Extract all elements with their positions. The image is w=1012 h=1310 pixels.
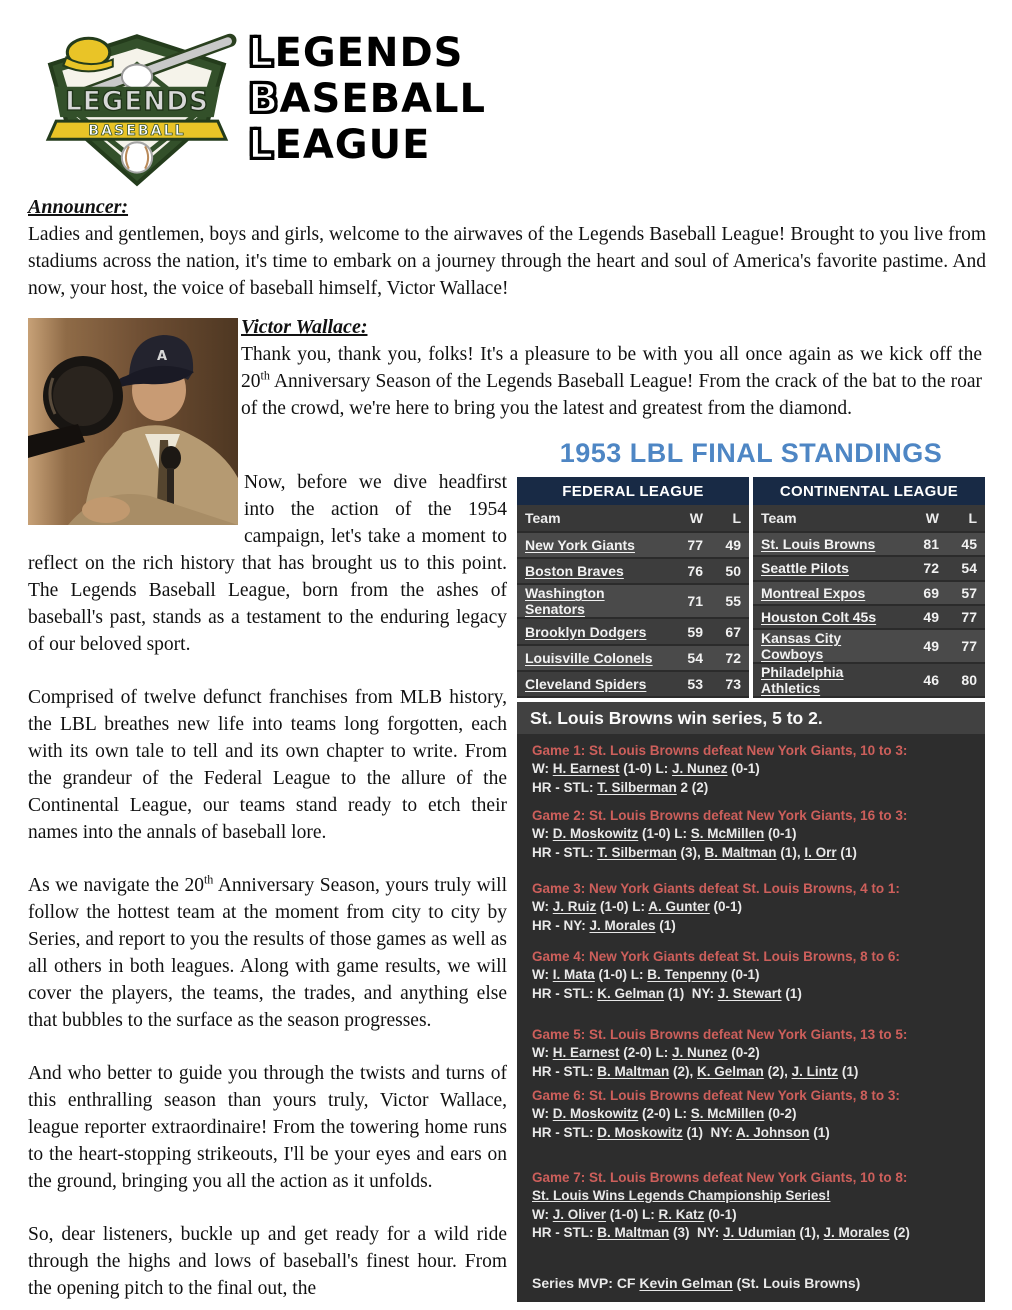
- team-link[interactable]: Brooklyn Dodgers: [525, 623, 647, 640]
- losses-value: 77: [961, 608, 977, 625]
- wins-value: 77: [687, 537, 703, 554]
- wins-value: 71: [687, 593, 703, 610]
- article-paragraph-1: [28, 469, 507, 658]
- glove-icon: [122, 65, 152, 89]
- team-column-header: Team: [525, 510, 561, 526]
- losses-value: 50: [725, 563, 741, 580]
- losses-value: 57: [961, 584, 977, 601]
- paragraph-text: Thank you, thank you, folks! It's a pleasure to be with you all once again as we kick off the 20: [241, 344, 982, 392]
- team-link[interactable]: Philadelphia Athletics: [761, 664, 844, 696]
- losses-column-header: L: [968, 510, 977, 526]
- wins-value: 59: [687, 623, 703, 640]
- player-link[interactable]: A. Johnson: [736, 1124, 810, 1140]
- game-result-heading: Game 2: St. Louis Browns defeat New York Giants, 16 to 3:: [532, 808, 908, 823]
- player-link[interactable]: J. Udumian: [723, 1225, 796, 1240]
- game-detail-line: HR - STL: B. Maltman (3) NY: J. Udumian (1), J. Morales (2): [532, 1225, 910, 1240]
- series-result-header: St. Louis Browns win series, 5 to 2.: [517, 702, 985, 734]
- standings-row: [517, 585, 749, 619]
- series-game: [517, 947, 985, 1003]
- wins-value: 72: [923, 560, 939, 577]
- desk-mic-capsule: [161, 446, 181, 470]
- player-link[interactable]: J. Oliver: [552, 1206, 607, 1222]
- article-paragraph-2: Comprised of twelve defunct franchises from MLB history, the LBL breathes new life into teams long forgotten, each with its own tale to tell and its own chapter to write. From the grandeur of the Federal League to the allure of the Continental League, our teams stand ready to etch their names into the annals of baseball lore.: [28, 687, 507, 843]
- masthead-word: EAGUE: [274, 122, 431, 168]
- standings-row: [517, 619, 749, 645]
- team-link[interactable]: Washington Senators: [525, 585, 605, 618]
- logo-bottom-text: BASEBALL: [88, 123, 186, 140]
- team-link[interactable]: Cleveland Spiders: [525, 675, 647, 692]
- player-link[interactable]: J. Nunez: [672, 1045, 728, 1060]
- team-link[interactable]: Montreal Expos: [761, 584, 866, 601]
- league-logo-graphic: [36, 24, 238, 196]
- game-detail-line: HR - NY: J. Morales (1): [532, 917, 676, 933]
- losses-value: 54: [961, 560, 977, 577]
- series-game: [517, 1086, 985, 1142]
- losses-column-header: L: [732, 510, 741, 526]
- player-link[interactable]: T. Silberman: [597, 844, 677, 860]
- league-logo: [36, 24, 238, 196]
- announcer-heading: Announcer:: [28, 196, 129, 218]
- player-link[interactable]: S. McMillen: [690, 826, 765, 841]
- wins-value: 69: [923, 584, 939, 601]
- losses-value: 73: [725, 675, 741, 692]
- article-left-column: [28, 469, 507, 1310]
- player-link[interactable]: K. Gelman: [697, 1063, 764, 1079]
- wins-value: 46: [923, 672, 939, 688]
- losses-value: 77: [961, 638, 977, 654]
- wins-value: 81: [923, 536, 939, 553]
- standings-column-headers: [753, 505, 985, 533]
- continental-league-header: CONTINENTAL LEAGUE: [753, 477, 985, 505]
- team-link[interactable]: St. Louis Browns: [761, 536, 876, 553]
- losses-value: 55: [725, 593, 741, 610]
- player-link[interactable]: A. Gunter: [648, 899, 710, 914]
- standings-row: [753, 533, 985, 557]
- game-detail-line: W: I. Mata (1-0) L: B. Tenpenny (0-1): [532, 967, 760, 982]
- standings-row: [753, 557, 985, 581]
- masthead-line-1: [248, 30, 486, 76]
- masthead-title: [248, 30, 486, 168]
- ordinal-superscript: th: [260, 368, 270, 383]
- player-link[interactable]: J. Morales: [823, 1225, 890, 1240]
- standings-title: 1953 LBL FINAL STANDINGS: [559, 438, 943, 468]
- standings-row: [753, 664, 985, 698]
- team-link[interactable]: Louisville Colonels: [525, 649, 653, 666]
- wins-column-header: W: [689, 510, 703, 526]
- game-detail-line: W: D. Moskowitz (1-0) L: S. McMillen (0-1): [532, 826, 797, 841]
- federal-league-table: [517, 477, 749, 698]
- team-link[interactable]: Kansas City Cowboys: [761, 630, 842, 662]
- player-link[interactable]: D. Moskowitz: [597, 1124, 683, 1140]
- masthead-initial: L: [248, 122, 275, 168]
- player-link[interactable]: R. Katz: [658, 1206, 705, 1222]
- masthead-word: EGENDS: [274, 30, 464, 76]
- cap-logo-letter: A: [156, 349, 168, 364]
- victor-wallace-heading: Victor Wallace:: [241, 316, 368, 338]
- player-link[interactable]: D. Moskowitz: [552, 826, 639, 841]
- player-link[interactable]: J. Nunez: [672, 761, 728, 776]
- paragraph-text: Anniversary Season, yours truly will follow the hottest team at the moment from city to city by Series, and report to you the results of those games as well as all others in both leagues. Along with game results, we will cover the players, the teams, the trades, and anything else that bubbles to the surface as the season progresses.: [28, 875, 507, 1031]
- series-game: [517, 741, 985, 797]
- federal-league-header: FEDERAL LEAGUE: [517, 477, 749, 505]
- game-detail-line: HR - STL: T. Silberman (3), B. Maltman (1), I. Orr (1): [532, 844, 857, 860]
- game-result-heading: Game 7: St. Louis Browns defeat New York Giants, 10 to 8:: [532, 1170, 908, 1185]
- standings-row: [517, 646, 749, 672]
- masthead-initial: L: [248, 30, 275, 76]
- series-game: [517, 879, 985, 935]
- losses-value: 45: [961, 536, 977, 553]
- team-link[interactable]: Seattle Pilots: [761, 560, 849, 577]
- article-paragraph-4: And who better to guide you through the twists and turns of this enthralling season than yours truly, Victor Wallace, league reporter extraordinaire! From the towering home runs to the heart-stopping strikeouts, I'll be your eyes and ears on the ground, bringing you all the action as it unfolds.: [28, 1063, 507, 1192]
- masthead-line-2: [248, 76, 486, 122]
- team-link[interactable]: New York Giants: [525, 537, 635, 554]
- standings-row: [517, 533, 749, 559]
- player-link[interactable]: B. Tenpenny: [647, 967, 728, 982]
- victor-wallace-paragraph: [241, 341, 982, 422]
- standings-column-headers: [517, 505, 749, 533]
- player-link[interactable]: J. Morales: [589, 917, 656, 933]
- player-link[interactable]: T. Silberman: [597, 779, 677, 795]
- series-game: [517, 1025, 985, 1081]
- championship-series-box: [517, 702, 985, 1302]
- game-detail-line: W: H. Earnest (1-0) L: J. Nunez (0-1): [532, 761, 760, 776]
- player-link[interactable]: I. Orr: [804, 844, 837, 860]
- game-detail-line: W: H. Earnest (2-0) L: J. Nunez (0-2): [532, 1045, 760, 1060]
- series-mvp-line: Series MVP: CF Kevin Gelman (St. Louis Browns): [532, 1274, 861, 1291]
- federal-league-rows: [517, 533, 749, 698]
- team-column-header: Team: [761, 510, 797, 526]
- standings-row: [517, 672, 749, 698]
- wins-column-header: W: [925, 510, 939, 526]
- series-games-list: [517, 741, 985, 1243]
- game-detail-line: W: D. Moskowitz (2-0) L: S. McMillen (0-2): [532, 1106, 797, 1121]
- series-game: [517, 806, 985, 862]
- standings-row: [753, 582, 985, 606]
- photo-wrap-spacer: [28, 469, 244, 525]
- losses-value: 67: [725, 623, 741, 640]
- article-paragraph-3: [28, 872, 507, 1034]
- team-link[interactable]: Houston Colt 45s: [761, 608, 877, 625]
- game-result-heading: Game 3: New York Giants defeat St. Louis Browns, 4 to 1:: [532, 881, 900, 896]
- article-paragraph-5: So, dear listeners, buckle up and get ready for a wild ride through the highs and lows of baseball's finest hour. From the opening pitch to the final out, the: [28, 1224, 507, 1299]
- team-link[interactable]: Boston Braves: [525, 563, 624, 580]
- player-link[interactable]: H. Earnest: [552, 1045, 620, 1060]
- player-link[interactable]: S. McMillen: [690, 1106, 765, 1121]
- game-result-heading: Game 1: St. Louis Browns defeat New York Giants, 10 to 3:: [532, 743, 908, 758]
- wins-value: 54: [687, 649, 703, 666]
- championship-note: St. Louis Wins Legends Championship Series!: [532, 1188, 831, 1203]
- standings-row: [517, 559, 749, 585]
- paragraph-text: Now, before we dive headfirst into the action of the 1954 campaign, let's take a moment to reflect on the rich history that has brought us to this point. The Legends Baseball League, born from the ashes of baseball's past, stands as a testament to the enduring legacy of our beloved sport.: [28, 472, 507, 655]
- player-link[interactable]: D. Moskowitz: [552, 1106, 639, 1121]
- microphone-inner: [53, 366, 113, 426]
- game-result-heading: Game 6: St. Louis Browns defeat New York Giants, 8 to 3:: [532, 1088, 900, 1103]
- game-detail-line: HR - STL: T. Silberman 2 (2): [532, 779, 709, 795]
- wins-value: 49: [923, 608, 939, 625]
- game-detail-line: HR - STL: D. Moskowitz (1) NY: A. Johnson (1): [532, 1124, 830, 1140]
- player-link[interactable]: J. Lintz: [791, 1063, 839, 1079]
- masthead-word: ASEBALL: [279, 76, 487, 122]
- standings-row: [753, 606, 985, 630]
- paragraph-text: As we navigate the 20: [28, 875, 204, 896]
- losses-value: 80: [961, 672, 977, 688]
- masthead-line-3: [248, 122, 486, 168]
- player-link[interactable]: H. Earnest: [552, 761, 620, 776]
- continental-league-table: [753, 477, 985, 698]
- player-link[interactable]: Kevin Gelman: [639, 1274, 733, 1291]
- wins-value: 53: [687, 675, 703, 692]
- player-link[interactable]: B. Maltman: [704, 844, 777, 860]
- player-link[interactable]: B. Maltman: [597, 1063, 670, 1079]
- player-link[interactable]: K. Gelman: [597, 985, 665, 1001]
- game-result-heading: Game 5: St. Louis Browns defeat New York Giants, 13 to 5:: [532, 1027, 908, 1042]
- player-link[interactable]: J. Stewart: [717, 985, 782, 1001]
- announcer-section: [28, 196, 986, 302]
- wins-value: 49: [923, 638, 939, 654]
- standings-tables: [517, 477, 985, 698]
- paragraph-text: Anniversary Season of the Legends Baseball League! From the crack of the bat to the roar of the crowd, we're here to bring you the latest and greatest from the diamond.: [241, 371, 982, 419]
- ordinal-superscript: th: [203, 872, 214, 887]
- game-result-heading: Game 4: New York Giants defeat St. Louis Browns, 8 to 6:: [532, 949, 900, 964]
- series-game: [517, 1168, 985, 1243]
- logo-top-text: LEGENDS: [65, 87, 209, 117]
- masthead-initial: B: [248, 76, 280, 122]
- game-detail-line: W: J. Oliver (1-0) L: R. Katz (0-1): [532, 1206, 737, 1222]
- announcer-paragraph: Ladies and gentlemen, boys and girls, welcome to the airwaves of the Legends Baseball League! Brought to you live from stadiums across the nation, it's time to embark on a journey through the heart and soul of America's favorite pastime. And now, your host, the voice of baseball himself, Victor Wallace!: [28, 224, 986, 299]
- player-link[interactable]: B. Maltman: [597, 1225, 670, 1240]
- player-link[interactable]: I. Mata: [552, 967, 595, 982]
- game-detail-line: HR - STL: B. Maltman (2), K. Gelman (2), J. Lintz (1): [532, 1063, 859, 1079]
- wins-value: 76: [687, 563, 703, 580]
- continental-league-rows: [753, 533, 985, 698]
- game-detail-line: HR - STL: K. Gelman (1) NY: J. Stewart (1): [532, 985, 802, 1001]
- victor-wallace-section: [241, 316, 982, 422]
- standings-row: [753, 630, 985, 664]
- losses-value: 49: [725, 537, 741, 554]
- player-link[interactable]: J. Ruiz: [552, 899, 597, 914]
- game-detail-line: W: J. Ruiz (1-0) L: A. Gunter (0-1): [532, 899, 743, 914]
- losses-value: 72: [725, 649, 741, 666]
